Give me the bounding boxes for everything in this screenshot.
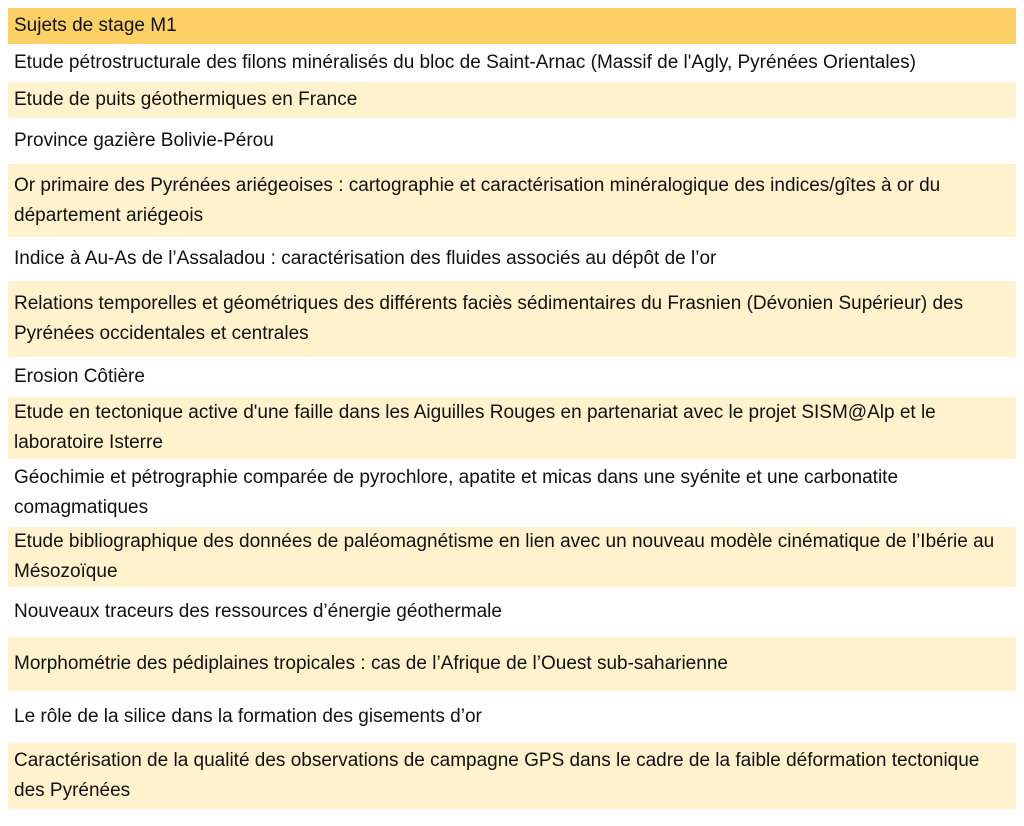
table-row: Etude pétrostructurale des filons minéralisés du bloc de Saint-Arnac (Massif de l'Agly, Pyrénées Orientales)	[8, 46, 1016, 82]
topics-table	[8, 8, 1016, 811]
table-row: Le rôle de la silice dans la formation des gisements d’or	[8, 693, 1016, 743]
table-row: Relations temporelles et géométriques des différents faciès sédimentaires du Frasnien (Dévonien Supérieur) des Pyrénées occidentales et centrales	[8, 281, 1016, 359]
table-row: Morphométrie des pédiplaines tropicales : cas de l’Afrique de l’Ouest sub-saharienne	[8, 637, 1016, 693]
table-row: Nouveaux traceurs des ressources d’énergie géothermale	[8, 589, 1016, 637]
table-header: Sujets de stage M1	[8, 8, 1016, 46]
table-row: Etude bibliographique des données de paléomagnétisme en lien avec un nouveau modèle cinématique de l’Ibérie au Mésozoïque	[8, 527, 1016, 589]
table-row: Etude de puits géothermiques en France	[8, 82, 1016, 120]
table-row: Or primaire des Pyrénées ariégeoises : cartographie et caractérisation minéralogique des indices/gîtes à or du département ariégeois	[8, 164, 1016, 239]
table-row: Etude en tectonique active d'une faille dans les Aiguilles Rouges en partenariat avec le projet SISM@Alp et le laboratoire Isterre	[8, 397, 1016, 461]
table-row: Indice à Au-As de l’Assaladou : caractérisation des fluides associés au dépôt de l’or	[8, 239, 1016, 281]
table-row: Caractérisation de la qualité des observations de campagne GPS dans le cadre de la faible déformation tectonique des Pyrénées	[8, 743, 1016, 811]
table-row: Erosion Côtière	[8, 359, 1016, 397]
table-row: Géochimie et pétrographie comparée de pyrochlore, apatite et micas dans une syénite et une carbonatite comagmatiques	[8, 461, 1016, 527]
table-row: Province gazière Bolivie-Pérou	[8, 120, 1016, 164]
